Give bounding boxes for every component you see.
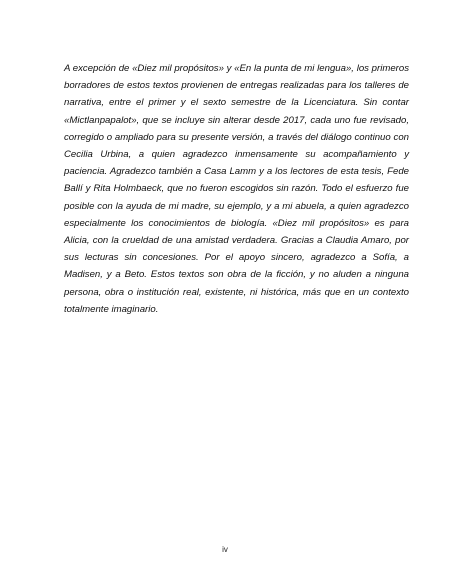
- page-number: iv: [222, 545, 228, 554]
- acknowledgements-paragraph: A excepción de «Diez mil propósitos» y «En la punta de mi lengua», los primeros borradores de estos textos provienen de entregas realizadas para los talleres de narrativa, entre el primer y el sexto semestre de la Licenciatura. Sin contar «Mictlanpapalot», que se incluye sin alterar desde 2017, cada uno fue revisado, corregido o ampliado para su presente versión, a través del diálogo continuo con Cecilia Urbina, a quien agradezco inmensamente su acompañamiento y paciencia. Agradezco también a Casa Lamm y a los lectores de esta tesis, Fede Ballí y Rita Holmbaeck, que no fueron escogidos sin razón. Todo el esfuerzo fue posible con la ayuda de mi madre, su ejemplo, y a mi abuela, a quien agradezco especialmente los conocimientos de biología. «Diez mil propósitos» es para Alicia, con la crueldad de una amistad verdadera. Gracias a Claudia Amaro, por sus lecturas sin concesiones. Por el apoyo sincero, agradezco a Sofía, a Madisen, y a Beto. Estos textos son obra de la ficción, y no aluden a ninguna persona, obra o institución real, existente, ni histórica, más que en un contexto totalmente imaginario.: [64, 63, 409, 315]
